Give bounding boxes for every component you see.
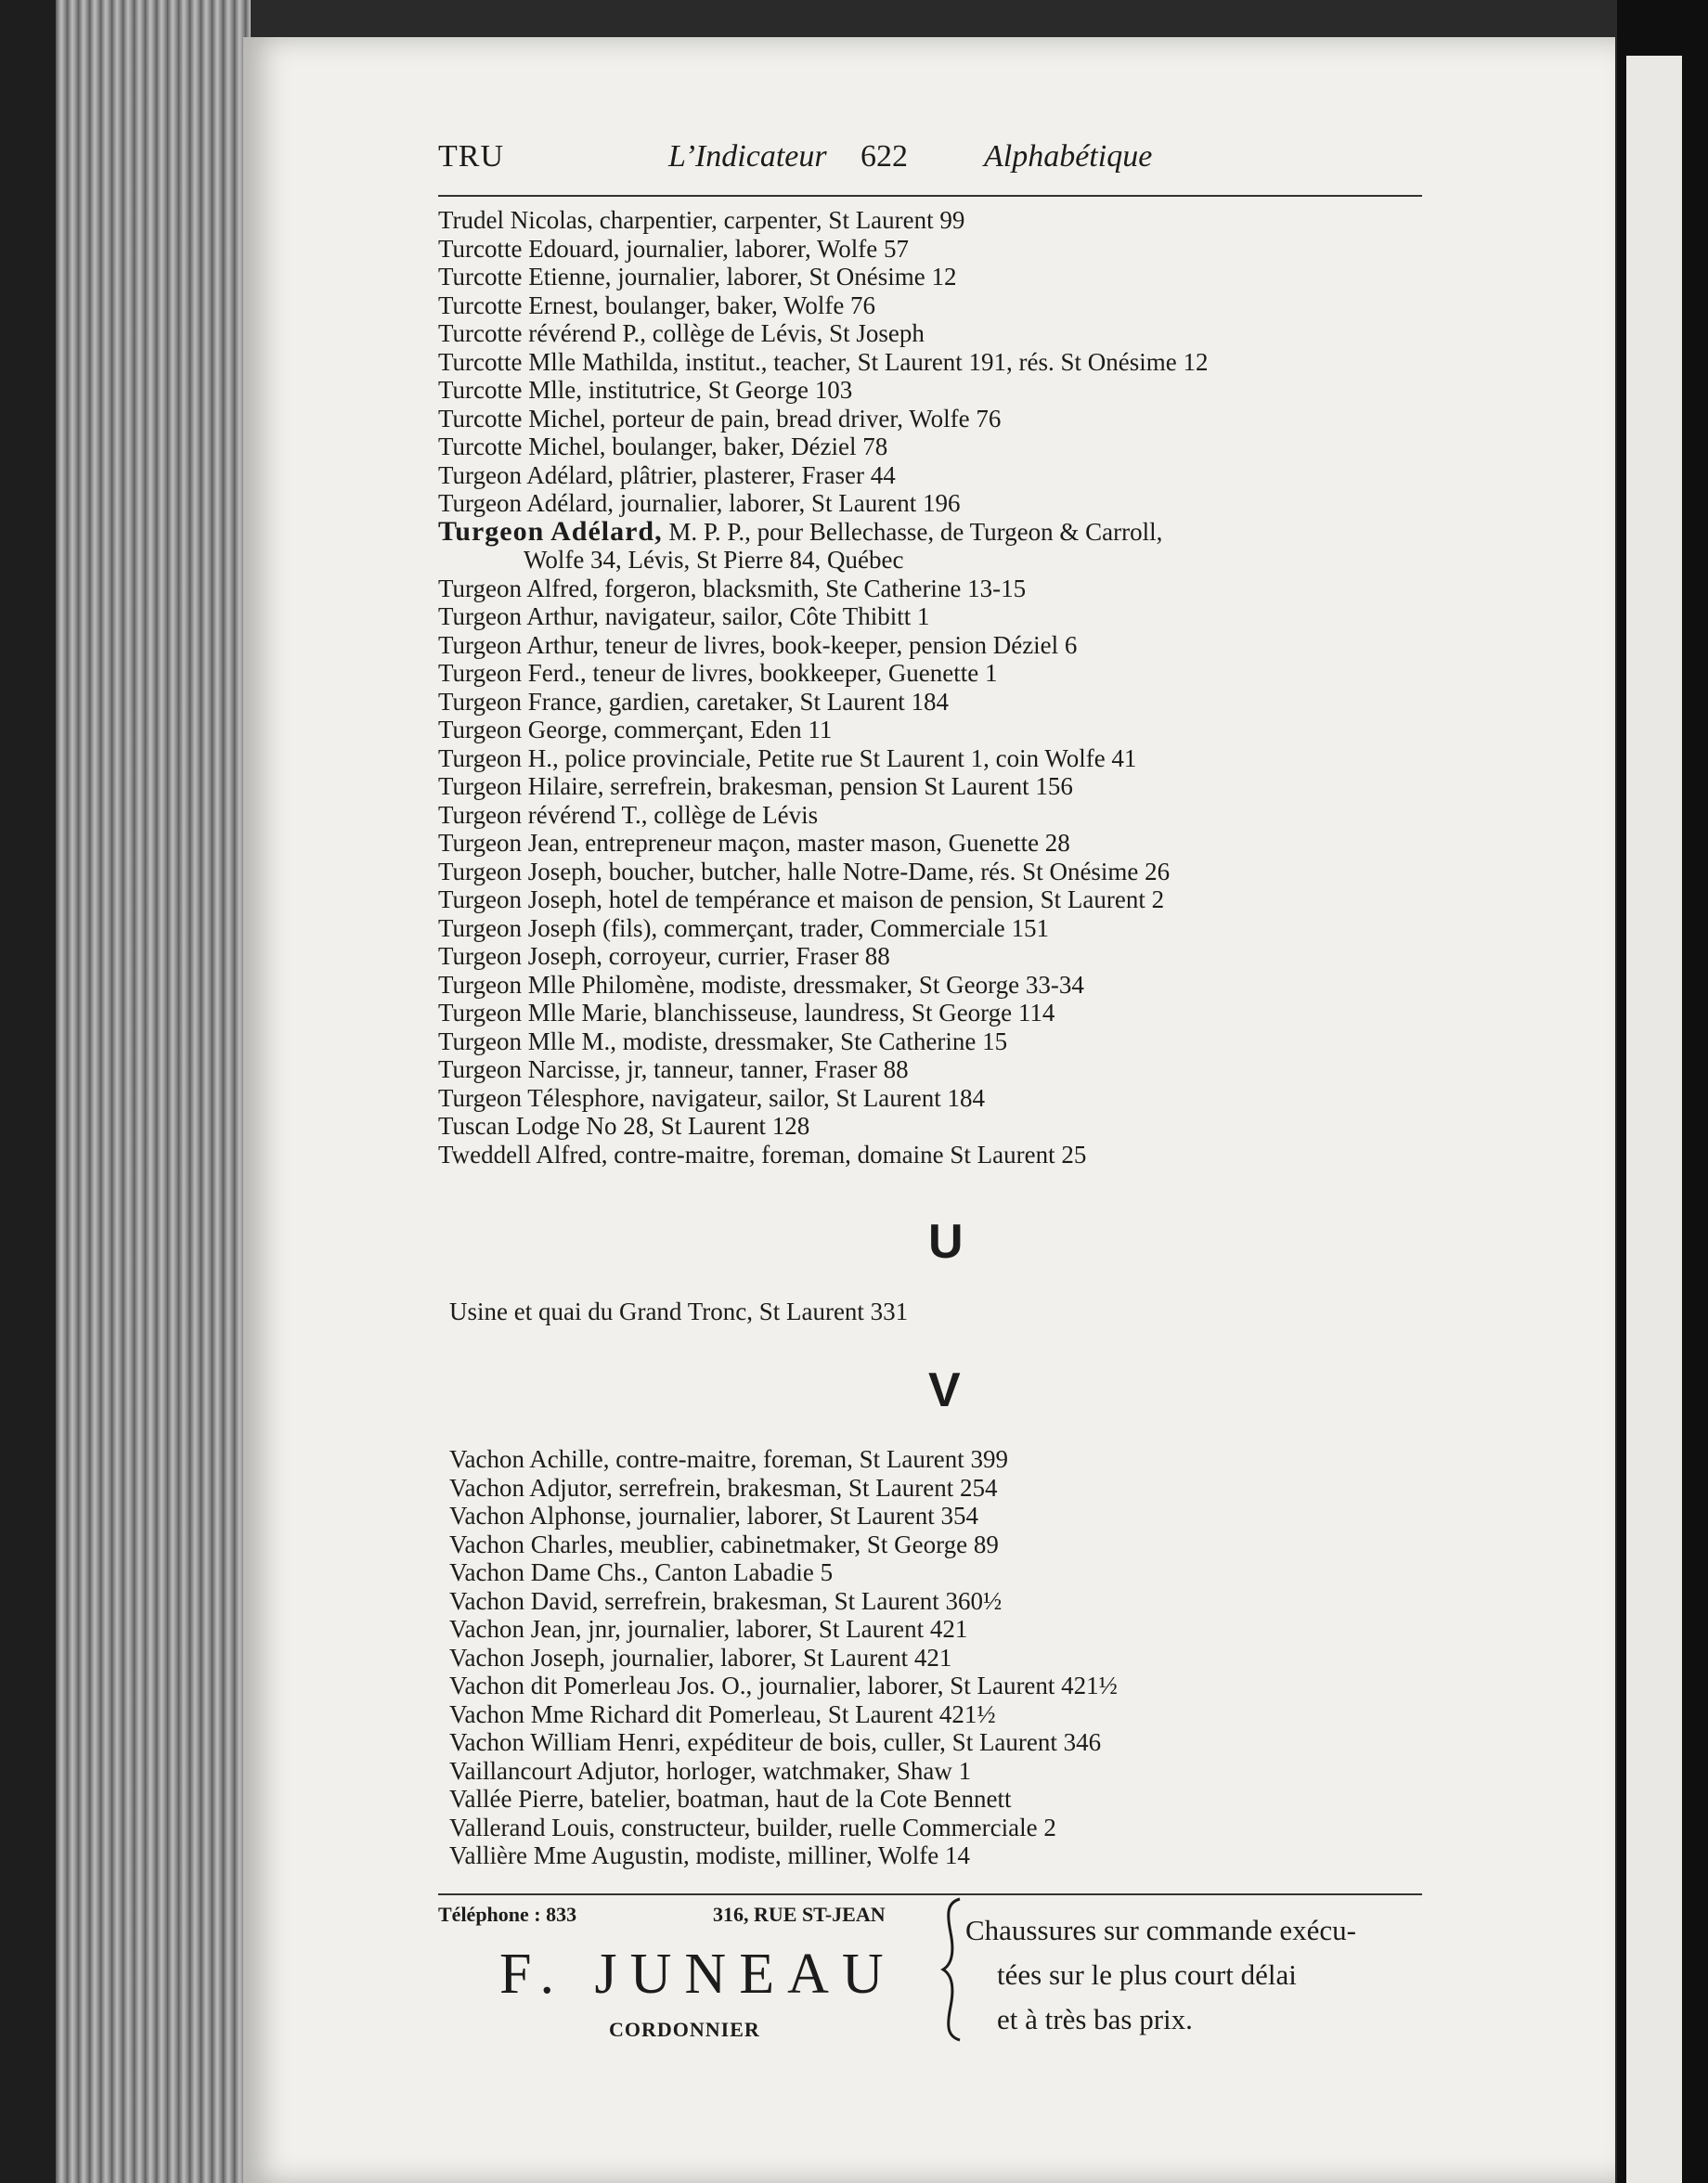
ad-business-name: F. JUNEAU — [499, 1943, 897, 2006]
directory-entry: Turgeon George, commerçant, Eden 11 — [438, 716, 833, 743]
directory-entry: Turgeon Hilaire, serrefrein, brakesman, pension St Laurent 156 — [438, 772, 1073, 800]
ad-tagline-line: Chaussures sur commande exécu- — [965, 1914, 1356, 1946]
directory-entry-featured — [438, 515, 1441, 547]
page-number: 622 — [860, 139, 908, 174]
directory-entry: Turgeon Joseph, boucher, butcher, halle Notre-Dame, rés. St Onésime 26 — [438, 857, 1171, 885]
directory-entry: Turgeon Ferd., teneur de livres, bookkeeper, Guenette 1 — [438, 659, 998, 687]
directory-entry: Trudel Nicolas, charpentier, carpenter, St Laurent 99 — [438, 206, 965, 234]
directory-entry: Turcotte révérend P., collège de Lévis, St Joseph — [438, 319, 925, 347]
directory-entry: Vachon Adjutor, serrefrein, brakesman, St Laurent 254 — [449, 1473, 998, 1502]
directory-entry: Turcotte Michel, boulanger, baker, Déziel 78 — [438, 433, 888, 460]
directory-entry: Turcotte Edouard, journalier, laborer, Wolfe 57 — [438, 234, 910, 263]
directory-entry: Vallée Pierre, batelier, boatman, haut de la Cote Bennett — [449, 1785, 1012, 1813]
directory-entry: Vachon William Henri, expéditeur de bois, culler, St Laurent 346 — [449, 1728, 1102, 1756]
directory-entry-continuation — [438, 546, 1441, 575]
directory-entry: Turcotte Mlle, institutrice, St George 103 — [438, 376, 853, 404]
directory-entry: Turgeon Alfred, forgeron, blacksmith, Ste Catherine 13-15 — [438, 574, 1027, 602]
directory-entry: Vaillancourt Adjutor, horloger, watchmaker, Shaw 1 — [449, 1756, 972, 1785]
ad-occupation: CORDONNIER — [609, 2018, 760, 2041]
book-spine-shadow — [0, 0, 56, 2183]
directory-entry: Turgeon Jean, entrepreneur maçon, master mason, Guenette 28 — [438, 829, 1070, 857]
directory-entry: Turcotte Etienne, journalier, laborer, St Onésime 12 — [438, 263, 957, 291]
directory-entry: Turgeon France, gardien, caretaker, St Laurent 184 — [438, 687, 949, 716]
directory-entry: Turgeon Narcisse, jr, tanneur, tanner, Fraser 88 — [438, 1055, 909, 1083]
directory-entry: Vachon Achille, contre-maitre, foreman, St Laurent 399 — [449, 1445, 1009, 1473]
directory-entry: Turgeon Adélard, plâtrier, plasterer, Fraser 44 — [438, 460, 896, 489]
directory-entry: Vallière Mme Augustin, modiste, milliner, Wolfe 14 — [449, 1841, 970, 1869]
directory-entry: Tweddell Alfred, contre-maitre, foreman, domaine St Laurent 25 — [438, 1140, 1087, 1169]
directory-entry: Usine et quai du Grand Tronc, St Laurent 331 — [449, 1298, 909, 1325]
facing-page-edge — [1626, 56, 1682, 2183]
directory-entry: Turgeon Joseph, corroyeur, currier, Fraser 88 — [438, 942, 890, 970]
header-title-right: Alphabétique — [984, 139, 1153, 174]
ad-tagline — [965, 1908, 1426, 2042]
continuation-text: Wolfe 34, Lévis, St Pierre 84, Québec — [524, 546, 904, 574]
directory-entry: Vachon Dame Chs., Canton Labadie 5 — [449, 1558, 834, 1586]
directory-entry: Vachon Jean, jnr, journalier, laborer, St Laurent 421 — [449, 1615, 968, 1643]
directory-entry: Turgeon Télesphore, navigateur, sailor, St Laurent 184 — [438, 1083, 985, 1112]
directory-entry: Turgeon Joseph, hotel de tempérance et maison de pension, St Laurent 2 — [438, 885, 1165, 913]
directory-entries-v — [449, 1445, 1452, 1870]
featured-name: Turgeon Adélard, — [438, 515, 663, 547]
header-title-left: L’Indicateur — [668, 139, 827, 174]
directory-entry: Turcotte Ernest, boulanger, baker, Wolfe 76 — [438, 291, 876, 319]
directory-entry: Turgeon Mlle Philomène, modiste, dressmaker, St George 33-34 — [438, 970, 1084, 999]
directory-entry: Vallerand Louis, constructeur, builder, ruelle Commerciale 2 — [449, 1813, 1056, 1841]
section-letter-u: U — [928, 1215, 964, 1269]
directory-entry: Vachon dit Pomerleau Jos. O., journalier, laborer, St Laurent 421½ — [449, 1672, 1118, 1699]
curly-brace-icon — [938, 1895, 965, 2044]
directory-entry: Turgeon H., police provinciale, Petite rue St Laurent 1, coin Wolfe 41 — [438, 743, 1137, 772]
directory-entry: Vachon Alphonse, journalier, laborer, St Laurent 354 — [449, 1502, 978, 1530]
directory-entry: Turcotte Michel, porteur de pain, bread driver, Wolfe 76 — [438, 404, 1002, 433]
directory-entry: Turgeon Adélard, journalier, laborer, St Laurent 196 — [438, 489, 961, 517]
directory-entry: Vachon Charles, meublier, cabinetmaker, St George 89 — [449, 1530, 999, 1558]
ad-telephone: Téléphone : 833 — [438, 1903, 577, 1926]
section-letter-v: V — [928, 1363, 961, 1417]
header-rule — [438, 195, 1422, 197]
page-header — [438, 139, 1422, 186]
featured-details: M. P. P., pour Bellechasse, de Turgeon & Carroll, — [662, 517, 1163, 546]
directory-entry: Turgeon Joseph (fils), commerçant, trader, Commerciale 151 — [438, 913, 1050, 942]
directory-entry: Turgeon Mlle M., modiste, dressmaker, Ste Catherine 15 — [438, 1027, 1008, 1055]
directory-entry: Turgeon Arthur, teneur de livres, book-keeper, pension Déziel 6 — [438, 630, 1078, 659]
directory-entry: Vachon Mme Richard dit Pomerleau, St Laurent 421½ — [449, 1699, 996, 1728]
directory-entry: Vachon David, serrefrein, brakesman, St Laurent 360½ — [449, 1586, 1003, 1615]
ad-tagline-line: et à très bas prix. — [997, 2003, 1193, 2035]
ad-tagline-line: tées sur le plus court délai — [997, 1958, 1297, 1991]
directory-entry: Vachon Joseph, journalier, laborer, St Laurent 421 — [449, 1643, 952, 1672]
advertisement — [438, 1895, 1441, 2081]
directory-entries — [438, 206, 1441, 1169]
directory-entry: Turgeon Mlle Marie, blanchisseuse, laundress, St George 114 — [438, 999, 1055, 1027]
directory-entry: Turgeon Arthur, navigateur, sailor, Côte Thibitt 1 — [438, 602, 930, 630]
directory-entry: Tuscan Lodge No 28, St Laurent 128 — [438, 1112, 810, 1140]
directory-entry: Turcotte Mlle Mathilda, institut., teacher, St Laurent 191, rés. St Onésime 12 — [438, 347, 1209, 376]
running-head: TRU — [438, 139, 504, 174]
directory-entry: Turgeon révérend T., collège de Lévis — [438, 800, 819, 829]
ad-address: 316, RUE ST-JEAN — [713, 1903, 886, 1926]
